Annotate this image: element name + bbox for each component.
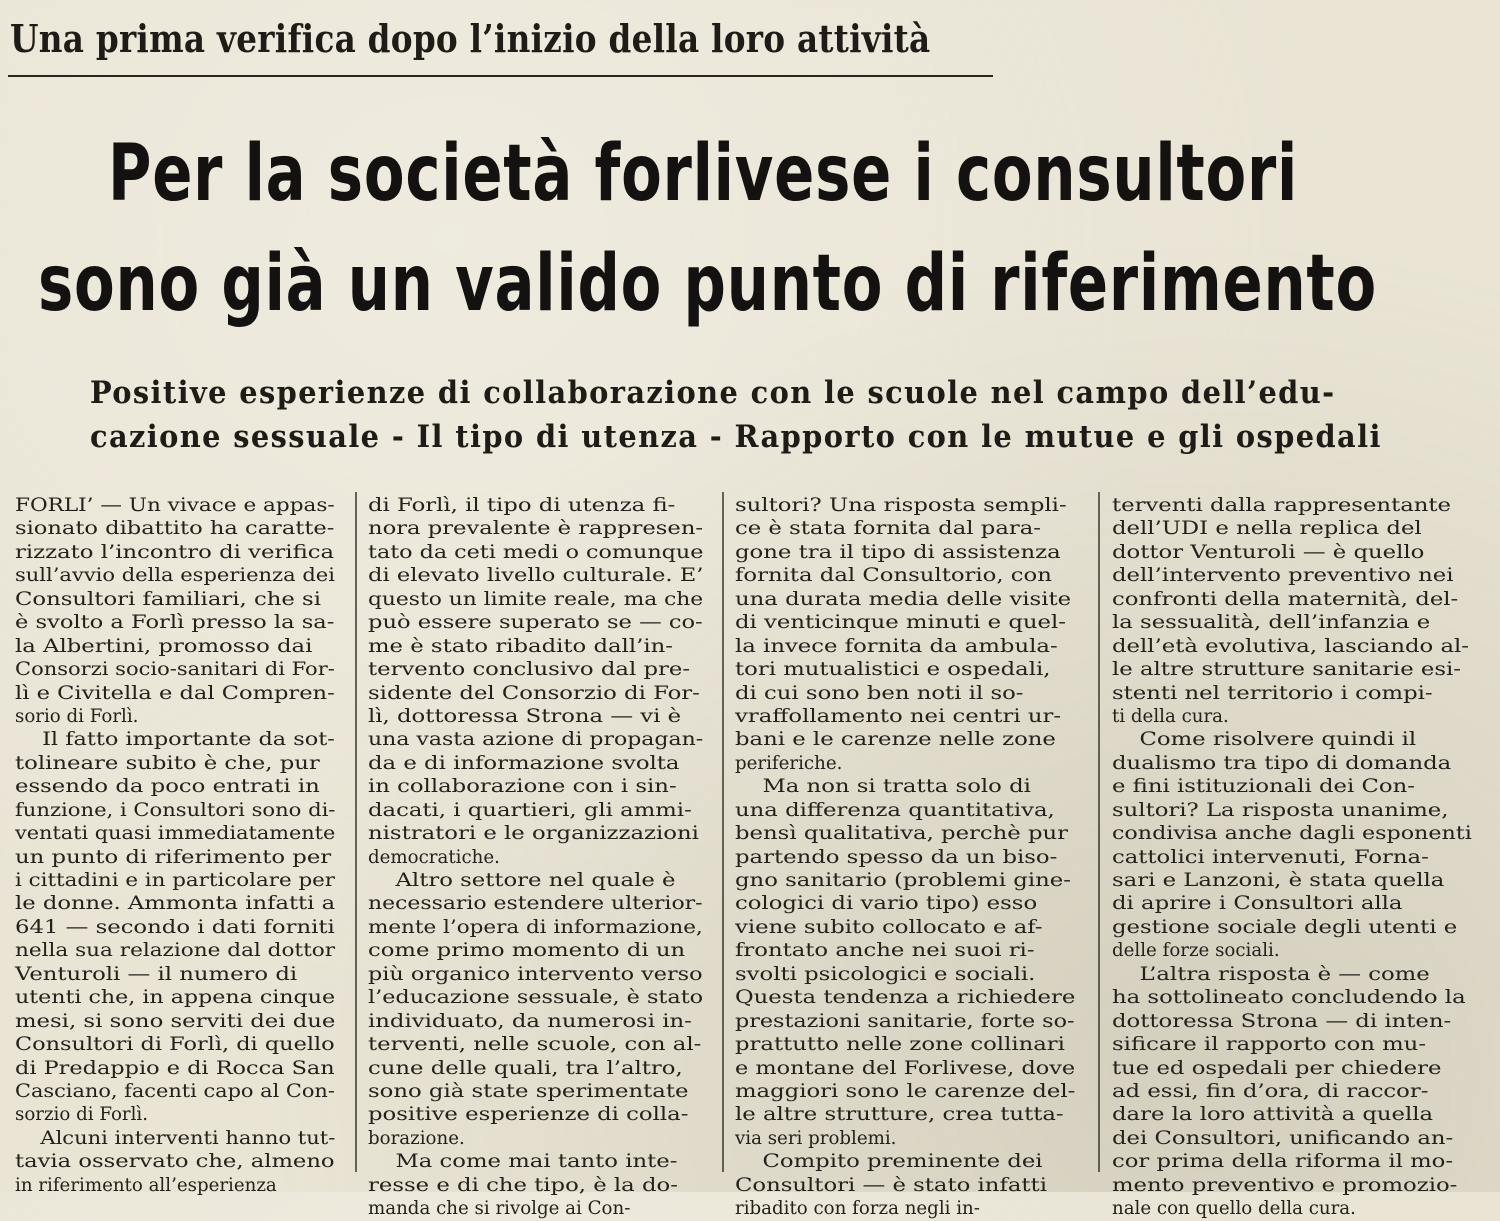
- article-line: fornita dal Consultorio, con: [735, 565, 1052, 587]
- article-line: rizzato l’incontro di verifica: [15, 541, 335, 563]
- article-line: tato da ceti medi o comunque: [368, 541, 704, 563]
- article-line: nistratori e le organizzazioni: [368, 823, 699, 845]
- article-line: di Forlì, il tipo di utenza fi-: [368, 495, 676, 516]
- article-line: positive esperienze di colla-: [368, 1104, 689, 1126]
- article-line: dacati, i quartieri, gli ammi-: [368, 799, 692, 821]
- article-line: gestione sociale degli utenti e: [1112, 916, 1458, 938]
- article-line: partendo spesso da un biso-: [735, 846, 1058, 868]
- article-line: la invece fornita da ambula-: [735, 635, 1058, 657]
- article-line: ce è stata fornita dal para-: [735, 518, 1041, 540]
- article-line: la sessualità, dell’infanzia e: [1112, 612, 1431, 634]
- article-column-1: [15, 494, 335, 1197]
- article-line: cologici di vario tipo) esso: [735, 893, 1038, 915]
- article-line: sorzio di Forlì.: [15, 1104, 149, 1126]
- article-line: Consorzi socio-sanitari di For-: [15, 659, 335, 681]
- article-line: più organico intervento verso: [368, 963, 703, 985]
- headline-line-2: sono già un valido punto di riferimento: [38, 239, 1378, 329]
- article-line: Ma non si tratta solo di: [762, 776, 1031, 798]
- article-line: cor prima della riforma il mo-: [1112, 1151, 1454, 1173]
- article-line: cune delle quali, tra l’altro,: [368, 1057, 683, 1079]
- article-line: bani e le carenze nelle zone: [735, 729, 1056, 751]
- article-line: via seri problemi.: [735, 1127, 897, 1149]
- article-line: ad essi, fin d’ora, di raccor-: [1112, 1080, 1429, 1102]
- article-line: ti della cura.: [1112, 705, 1229, 727]
- article-line: manda che si rivolge ai Con-: [368, 1198, 631, 1220]
- article-line: Come risolvere quindi il: [1139, 729, 1417, 751]
- article-line: è svolto a Forlì presso la sa-: [15, 612, 335, 634]
- article-line: sultori? La risposta unanime,: [1112, 799, 1449, 821]
- article-line: dottoressa Strona — di inten-: [1112, 1010, 1452, 1032]
- article-line: tue ed ospedali per chiedere: [1112, 1057, 1442, 1079]
- article-line: ventati quasi immediatamente: [15, 823, 336, 845]
- article-line: Altro settore nel quale è: [395, 870, 676, 891]
- article-line: dottor Venturoli — è quello: [1112, 541, 1425, 563]
- article-column-3: [735, 494, 1075, 1221]
- article-line: lì e Civitella e dal Compren-: [15, 682, 335, 704]
- article-line: da e di informazione svolta: [368, 752, 680, 774]
- kicker-headline: Una prima verifica dopo l’inizio della loro attività: [10, 16, 931, 61]
- article-line: in riferimento all’esperienza: [15, 1174, 277, 1196]
- article-line: individuato, da numerosi in-: [368, 1010, 692, 1032]
- article-line: FORLI’ — Un vivace e appas-: [15, 495, 335, 516]
- article-line: le donne. Ammonta infatti a: [15, 893, 336, 915]
- article-line: 641 — secondo i dati forniti: [15, 916, 335, 938]
- article-line: dell’età evolutiva, lasciando al-: [1112, 635, 1469, 657]
- article-line: prestazioni sanitarie, forte so-: [735, 1010, 1075, 1032]
- article-line: svolti psicologici e sociali.: [735, 963, 1036, 985]
- article-line: Consultori familiari, che si: [15, 588, 321, 610]
- article-line: tervento conclusivo dal pre-: [368, 659, 691, 681]
- article-line: ribadito con forza negli in-: [735, 1198, 980, 1220]
- article-line: gno sanitario (problemi gine-: [735, 870, 1071, 891]
- subheadline-line-2: cazione sessuale - Il tipo di utenza - Rapporto con le mutue e gli ospedali: [90, 419, 1382, 455]
- article-line: una durata media delle visite: [735, 588, 1072, 610]
- article-line: prattutto nelle zone collinari: [735, 1034, 1065, 1056]
- article-line: condivisa anche dagli esponenti: [1112, 823, 1472, 845]
- article-line: di cui sono ben noti il so-: [735, 682, 1024, 704]
- article-line: cattolici intervenuti, Forna-: [1112, 846, 1429, 868]
- article-line: come primo momento di un: [368, 940, 686, 962]
- article-line: di elevato livello culturale. E’: [368, 565, 704, 587]
- subheadline-line-1: Positive esperienze di collaborazione con le scuole nel campo dell’edu-: [90, 375, 1336, 411]
- article-line: sificare il rapporto con mu-: [1112, 1034, 1427, 1056]
- article-line: mento preventivo e promozio-: [1112, 1174, 1458, 1196]
- article-line: me è stato ribadito dall’in-: [368, 635, 673, 657]
- article-line: nora prevalente è rappresen-: [368, 518, 704, 540]
- article-line: democratiche.: [368, 846, 500, 868]
- article-line: tori mutualistici e ospedali,: [735, 659, 1051, 681]
- article-line: borazione.: [368, 1127, 465, 1149]
- article-line: bensì qualitativa, perchè pur: [735, 823, 1069, 845]
- article-line: dell’intervento preventivo nei: [1112, 565, 1454, 587]
- article-line: Casciano, facenti capo al Con-: [15, 1080, 335, 1102]
- article-line: stenti nel territorio i compi-: [1112, 682, 1433, 704]
- article-line: sull’avvio della esperienza dei: [15, 565, 335, 587]
- article-line: sono già state sperimentate: [368, 1080, 689, 1102]
- article-line: frontato anche nei suoi ri-: [735, 940, 1035, 962]
- article-line: terventi dalla rappresentante: [1112, 495, 1452, 516]
- article-line: può essere superato se — co-: [368, 612, 703, 634]
- article-column-4: [1112, 494, 1472, 1221]
- article-line: utenti che, in appena cinque: [15, 987, 336, 1009]
- article-line: nella sua relazione dal dottor: [15, 940, 336, 962]
- article-line: mesi, si sono serviti dei due: [15, 1010, 336, 1032]
- article-line: delle forze sociali.: [1112, 940, 1280, 962]
- article-line: ha sottolineato concludendo la: [1112, 987, 1466, 1009]
- article-line: in collaborazione con i sin-: [368, 776, 677, 798]
- article-line: resse e di che tipo, è la do-: [368, 1174, 678, 1196]
- article-line: tavia osservato che, almeno: [15, 1151, 335, 1173]
- article-line: dualismo tra tipo di domanda: [1112, 752, 1452, 774]
- article-line: necessario estendere ulterior-: [368, 893, 703, 915]
- article-line: di venticinque minuti e quel-: [735, 612, 1066, 634]
- article-line: le altre strutture sanitarie esi-: [1112, 659, 1461, 681]
- article-line: essendo da poco entrati in: [15, 776, 320, 798]
- article-line: terventi, nelle scuole, con al-: [368, 1034, 702, 1056]
- article-line: sari e Lanzoni, è stata quella: [1112, 870, 1445, 891]
- article-line: una differenza quantitativa,: [735, 799, 1055, 821]
- article-line: funzione, i Consultori sono di-: [15, 799, 336, 821]
- article-line: L’altra risposta è — come: [1139, 963, 1430, 985]
- article-line: sorio di Forlì.: [15, 705, 139, 727]
- article-line: sionato dibattito ha caratte-: [15, 518, 335, 540]
- article-line: le altre strutture, crea tutta-: [735, 1104, 1064, 1126]
- kicker-rule: [8, 75, 993, 77]
- article-line: e fini istituzionali dei Con-: [1112, 776, 1415, 798]
- article-line: di Predappio e di Rocca San: [15, 1057, 335, 1079]
- article-line: tolineare subito è che, pur: [15, 752, 320, 774]
- article-line: gone tra il tipo di assistenza: [735, 541, 1061, 563]
- article-line: Consultori — è stato infatti: [735, 1174, 1047, 1196]
- article-line: Alcuni interventi hanno tut-: [40, 1127, 336, 1149]
- article-line: Il fatto importante da sot-: [42, 729, 335, 751]
- article-line: mente l’opera di informazione,: [368, 916, 703, 938]
- article-line: di aprire i Consultori alla: [1112, 893, 1403, 915]
- article-line: viene subito collocato e af-: [735, 916, 1043, 938]
- article-line: Venturoli — il numero di: [15, 963, 298, 985]
- article-line: sultori? Una risposta sempli-: [735, 495, 1067, 516]
- article-line: Consultori di Forlì, di quello: [15, 1034, 335, 1056]
- article-line: maggiori sono le carenze del-: [735, 1080, 1076, 1102]
- article-line: dell’UDI e nella replica del: [1112, 518, 1422, 540]
- article-line: vraffollamento nei centri ur-: [735, 705, 1062, 727]
- article-line: dei Consultori, unificando an-: [1112, 1127, 1454, 1149]
- article-line: questo un limite reale, ma che: [368, 588, 704, 610]
- article-line: periferiche.: [735, 752, 843, 774]
- article-line: una vasta azione di propagan-: [368, 729, 704, 751]
- article-line: dare la loro attività a quella: [1112, 1104, 1434, 1126]
- article-line: la Albertini, promosso dai: [15, 635, 313, 657]
- article-line: e montane del Forlivese, dove: [735, 1057, 1076, 1079]
- article-line: nale con quello della cura.: [1112, 1198, 1356, 1220]
- headline-line-1: Per la società forlivese i consultori: [108, 129, 1299, 219]
- article-line: sidente del Consorzio di For-: [368, 682, 700, 704]
- article-line: Compito preminente dei: [762, 1151, 1043, 1173]
- article-line: Ma come mai tanto inte-: [395, 1151, 678, 1173]
- article-line: Questa tendenza a richiedere: [735, 987, 1076, 1009]
- article-column-2: [368, 494, 703, 1221]
- article-line: confronti della maternità, del-: [1112, 588, 1459, 610]
- article-line: i cittadini e in particolare per: [15, 870, 336, 891]
- article-line: lì, dottoressa Strona — vi è: [368, 705, 682, 727]
- article-line: un punto di riferimento per: [15, 846, 332, 868]
- article-line: l’educazione sessuale, è stato: [368, 987, 704, 1009]
